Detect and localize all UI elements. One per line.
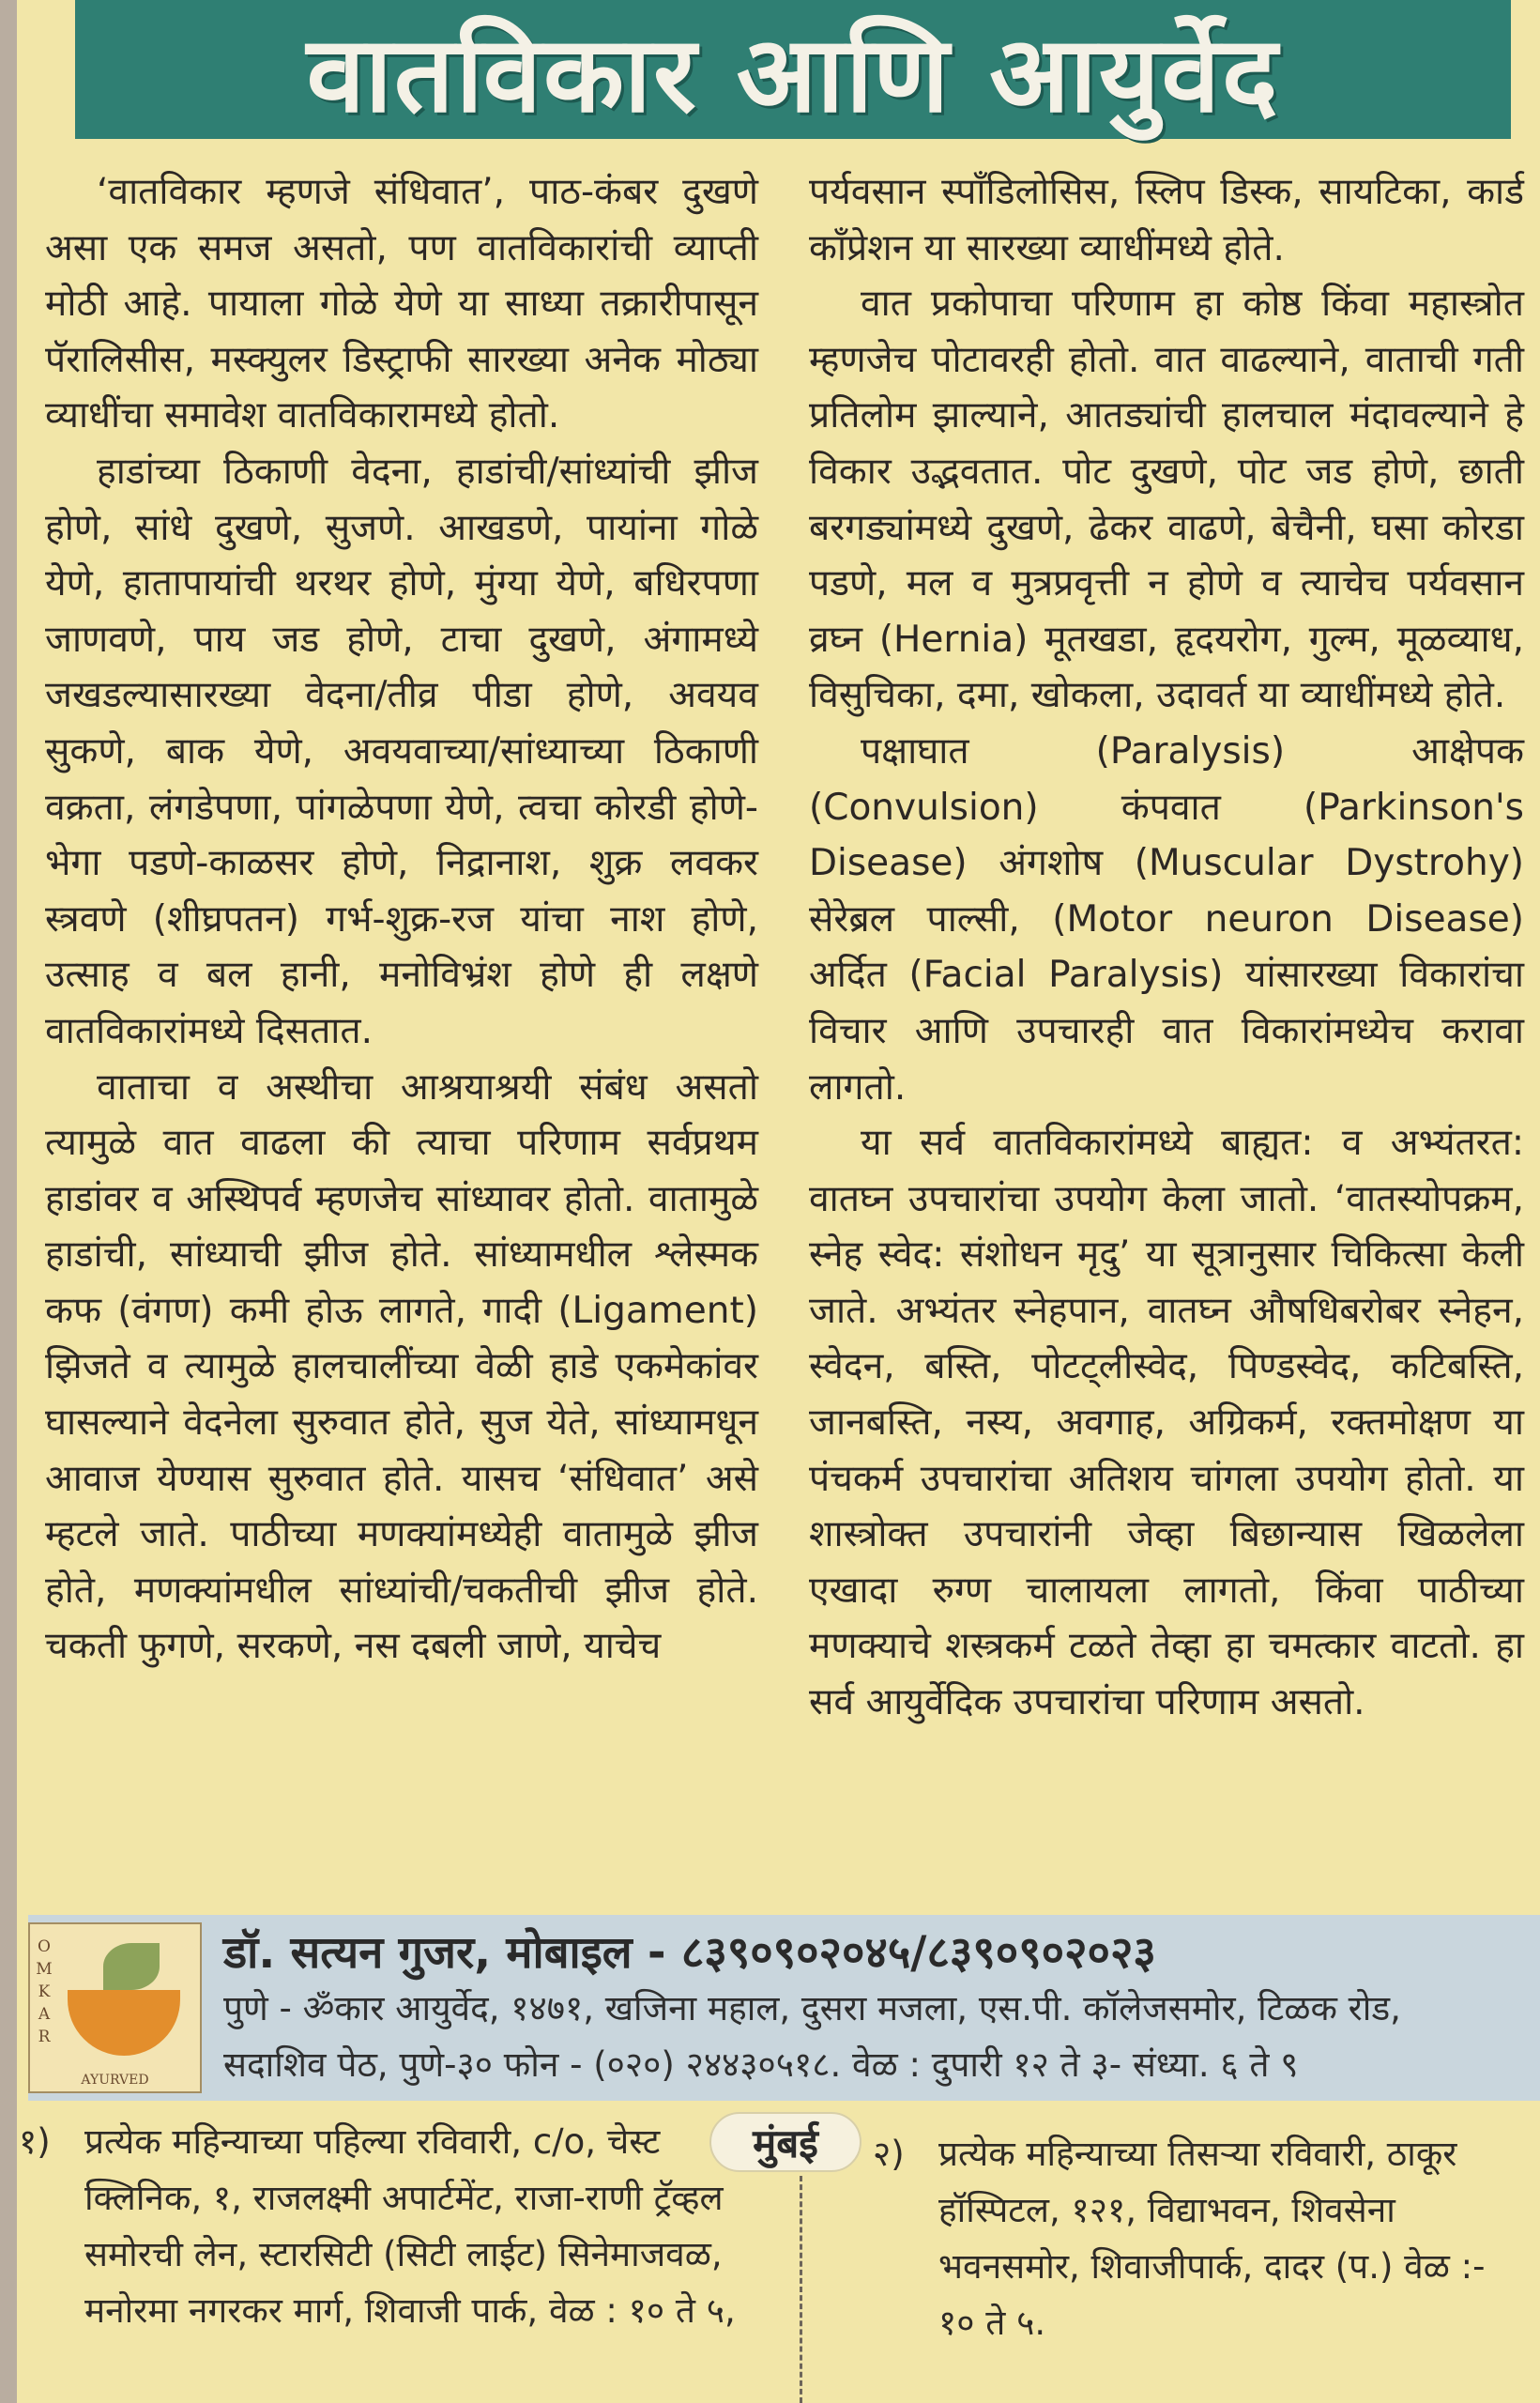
paragraph-neuro: पक्षाघात (Paralysis) आक्षेपक (Convulsion) कंपवात (Parkinson's Disease) अंगशोष (Muscular Dystrohy) सेरेब्रल पाल्सी, (Motor neuron Disease) अर्दित (Facial Paralysis) यांसारख्या विकारांचा विचार आणि उपचारही वात विकारांमध्येच करावा लागतो. bbox=[809, 729, 1524, 1109]
paragraph-intro: ‘वातविकार म्हणजे संधिवात’, पाठ-कंबर दुखणे असा एक समज असतो, पण वातविकारांची व्याप्ती मोठी आहे. पायाला गोळे येणे या साध्या तक्रारीपासून पॅरालिसीस, मस्क्युलर डिस्ट्राफी सारख्या अनेक मोठ्या व्याधींचा समावेश वातविकारामध्ये होतो. bbox=[45, 171, 758, 437]
left-column bbox=[45, 164, 758, 1675]
leaf-icon bbox=[103, 1943, 160, 1990]
logo-letters: O M K A R bbox=[36, 1937, 53, 2046]
paragraph-symptoms: हाडांच्या ठिकाणी वेदना, हाडांची/सांध्यांची झीज होणे, सांधे दुखणे, सुजणे. आखडणे, पायांना गोळे येणे, हातापायांची थरथर होणे, मुंग्या येणे, बधिरपणा जाणवणे, पाय जड होणे, टाचा दुखणे, अंगामध्ये जखडल्यासारख्या वेदना/तीव्र पीडा होणे, अवयव सुकणे, बाक येणे, अवयवाच्या/सांध्याच्या ठिकाणी वक्रता, लंगडेपणा, पांगळेपणा येणे, त्वचा कोरडी होणे-भेगा पडणे-काळसर होणे, निद्रानाश, शुक्र लवकर स्त्रवणे (शीघ्रपतन) गर्भ-शुक्र-रज यांचा नाश होणे, उत्साह व बल हानी, मनोविभ्रंश होणे ही लक्षणे वातविकारांमध्ये दिसतात. bbox=[45, 450, 758, 1052]
branch-number: १) bbox=[19, 2121, 51, 2162]
branch-number: २) bbox=[873, 2134, 905, 2174]
dashed-divider bbox=[800, 2176, 802, 2403]
paragraph-digestive: वात प्रकोपाचा परिणाम हा कोष्ठ किंवा महास्त्रोत म्हणजेच पोटावरही होतो. वात वाढल्याने, वाताची गती प्रतिलोम झाल्याने, आतड्यांची हालचाल मंदावल्याने हे विकार उद्भवतात. पोट दुखणे, पोट जड होणे, छाती बरगड्यांमध्ये दुखणे, ढेकर वाढणे, बेचैनी, घसा कोरडा पडणे, मल व मुत्रप्रवृत्ती न होणे व त्याचेच पर्यवसान व्रघ्न (Hernia) मूतखडा, हृदयरोग, गुल्म, मूळव्याध, विसुचिका, दमा, खोकला, उदावर्त या व्याधींमध्ये होते. bbox=[809, 283, 1524, 717]
article-title: वातविकार आणि आयुर्वेद bbox=[306, 13, 1280, 136]
mumbai-branch-1 bbox=[19, 2114, 770, 2339]
paragraph-bones-joints: वाताचा व अस्थीचा आश्रयाश्रयी संबंध असतो त्यामुळे वात वाढला की त्याचा परिणाम सर्वप्रथम हाडांवर व अस्थिपर्व म्हणजेच सांध्यावर होतो. वातामुळे हाडांची, सांध्याची झीज होते. सांध्यामधील श्लेस्मक कफ (वंगण) कमी होऊ लागते, गादी (Ligament) झिजते व त्यामुळे हालचालींच्या वेळी हाडे एकमेकांवर घासल्याने वेदनेला सुरुवात होते, सुज येते, सांध्यामधून आवाज येण्यास सुरुवात होते. यासच ‘संधिवात’ असे म्हटले जाते. पाठीच्या मणक्यांमध्येही वातामुळे झीज होते, मणक्यांमधील सांध्यांची/चकतीची झीज होते. चकती फुगणे, सरकणे, नस दबली जाणे, याचेच bbox=[45, 1065, 758, 1668]
right-column bbox=[809, 164, 1524, 1731]
title-banner bbox=[75, 0, 1511, 139]
omkar-ayurved-logo bbox=[28, 1922, 202, 2093]
mumbai-badge: मुंबई bbox=[709, 2112, 861, 2172]
paragraph-treatment: या सर्व वातविकारांमध्ये बाह्यत: व अभ्यंतरत: वातघ्न उपचारांचा उपयोग केला जातो. ‘वातस्योपक्रम, स्नेह स्वेद: संशोधन मृदु’ या सूत्रानुसार चिकित्सा केली जाते. अभ्यंतर स्नेहपान, वातघ्न औषधिबरोबर स्नेहन, स्वेदन, बस्ति, पोटट्लीस्वेद, पिण्डस्वेद, कटिबस्ति, जानबस्ति, नस्य, अवगाह, अग्रिकर्म, रक्तमोक्षण या पंचकर्म उपचारांचा अतिशय चांगला उपयोग होतो. या शास्त्रोक्त उपचारांनी जेव्हा बिछान्यास खिळलेला एखादा रुग्ण चालायला लागतो, किंवा पाठीच्या मणक्याचे शस्त्रकर्म टळते तेव्हा हा चमत्कार वाटतो. हा सर्व आयुर्वेदिक उपचारांचा परिणाम असतो. bbox=[809, 1122, 1524, 1724]
bowl-icon bbox=[68, 1990, 180, 2056]
logo-caption: AYURVED bbox=[81, 2073, 149, 2088]
mumbai-branch-2 bbox=[873, 2126, 1511, 2351]
doctor-name-phone: डॉ. सत्यन गुजर, मोबाइल - ८३९०९०२०४५/८३९०९०२०२३ bbox=[223, 1927, 1156, 1979]
pune-address-line1: पुणे - ॐकार आयुर्वेद, १४७१, खजिना महाल, दुसरा मजला, एस.पी. कॉलेजसमोर, टिळक रोड, bbox=[223, 1988, 1401, 2028]
branch-2-text: प्रत्येक महिन्याच्या तिसऱ्या रविवारी, ठाकूर हॉस्पिटल, १२१, विद्याभवन, शिवसेना भवनसमोर, शिवाजीपार्क, दादर (प.) वेळ :- १० ते ५. bbox=[938, 2134, 1486, 2343]
paragraph-spondylosis: पर्यवसान स्पॉंडिलोसिस, स्लिप डिस्क, सायटिका, कार्ड कॉंप्रेशन या सारख्या व्याधींमध्ये होते. bbox=[809, 171, 1524, 269]
pune-address-line2: सदाशिव पेठ, पुणे-३० फोन - (०२०) २४४३०५१८. वेळ : दुपारी १२ ते ३- संध्या. ६ ते ९ bbox=[223, 2044, 1299, 2085]
branch-1-text: प्रत्येक महिन्याच्या पहिल्या रविवारी, c/o, चेस्ट क्लिनिक, १, राजलक्ष्मी अपार्टमेंट, राजा-राणी ट्रॅव्हल समोरची लेन, स्टारसिटी (सिटी लाईट) सिनेमाजवळ, मनोरमा नगरकर मार्ग, शिवाजी पार्क, वेळ : १० ते ५, bbox=[84, 2121, 736, 2331]
